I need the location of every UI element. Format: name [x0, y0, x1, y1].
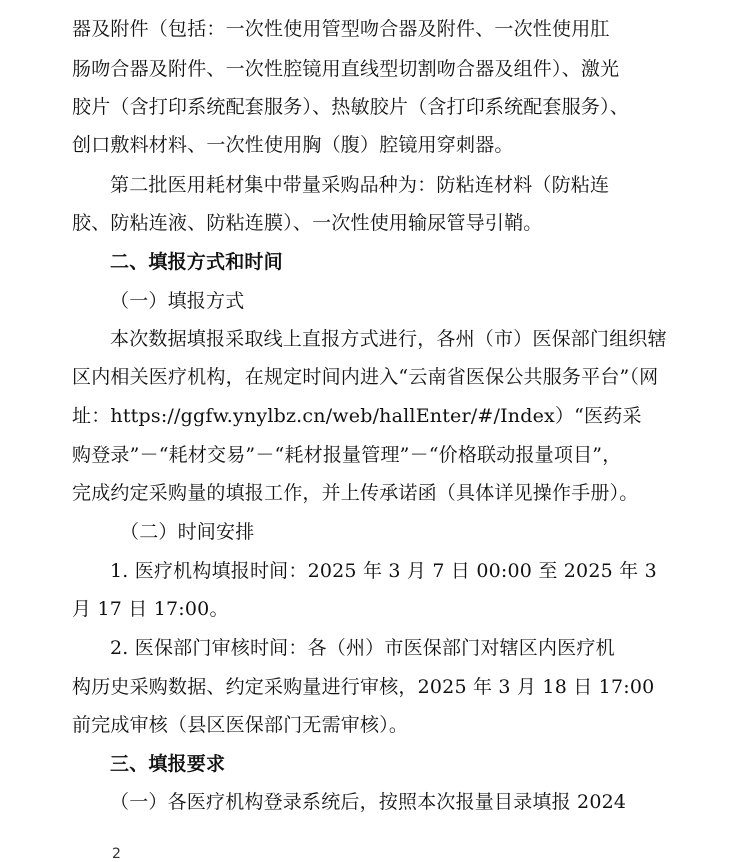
body-text-line: （一）各医疗机构登录系统后，按照本次报量目录填报 2024 [110, 791, 627, 813]
body-text-line: 创口敷料材料、一次性使用胸（腹）腔镜用穿刺器。 [72, 134, 514, 156]
body-text-line: 区内相关医疗机构，在规定时间内进入“云南省医保公共服务平台”（网 [72, 366, 659, 388]
section-heading: 二、填报方式和时间 [110, 251, 283, 273]
body-text-line: 第二批医用耗材集中带量采购品种为：防粘连材料（防粘连 [110, 174, 610, 196]
body-text-line: 肠吻合器及附件、一次性腔镜用直线型切割吻合器及组件）、激光 [72, 58, 620, 80]
body-text-line: 月 17 日 17:00。 [72, 598, 229, 620]
body-text-line: 前完成审核（县区医保部门无需审核）。 [72, 714, 409, 736]
body-text-line: 完成约定采购量的填报工作，并上传承诺函（具体详见操作手册）。 [72, 482, 639, 504]
body-text-line: 构历史采购数据、约定采购量进行审核，2025 年 3 月 18 日 17:00 [72, 676, 655, 698]
section-heading: 三、填报要求 [110, 753, 226, 775]
body-text-line: 2. 医保部门审核时间：各（州）市医保部门对辖区内医疗机 [110, 637, 615, 659]
body-text-line: 1. 医疗机构填报时间：2025 年 3 月 7 日 00:00 至 2025 年 3 [110, 560, 657, 582]
subsection-heading: （一）填报方式 [110, 290, 245, 312]
body-text-line: 胶片（含打印系统配套服务）、热敏胶片（含打印系统配套服务）、 [72, 96, 630, 118]
body-text-line: 器及附件（包括：一次性使用管型吻合器及附件、一次性使用肛 [72, 18, 610, 40]
subsection-heading: （二）时间安排 [120, 521, 255, 543]
body-text-line: 购登录”－“耗材交易”－“耗材报量管理”－“价格联动报量项目”， [72, 444, 622, 466]
body-text-line: 胶、防粘连液、防粘连膜）、一次性使用输尿管导引鞘。 [72, 212, 543, 234]
url-text-line: 址：https://ggfw.ynylbz.cn/web/hallEnter/#/Index）“医药采 [72, 405, 642, 427]
page-number: 2 [112, 846, 121, 862]
body-text-line: 本次数据填报采取线上直报方式进行，各州（市）医保部门组织辖 [110, 328, 667, 350]
